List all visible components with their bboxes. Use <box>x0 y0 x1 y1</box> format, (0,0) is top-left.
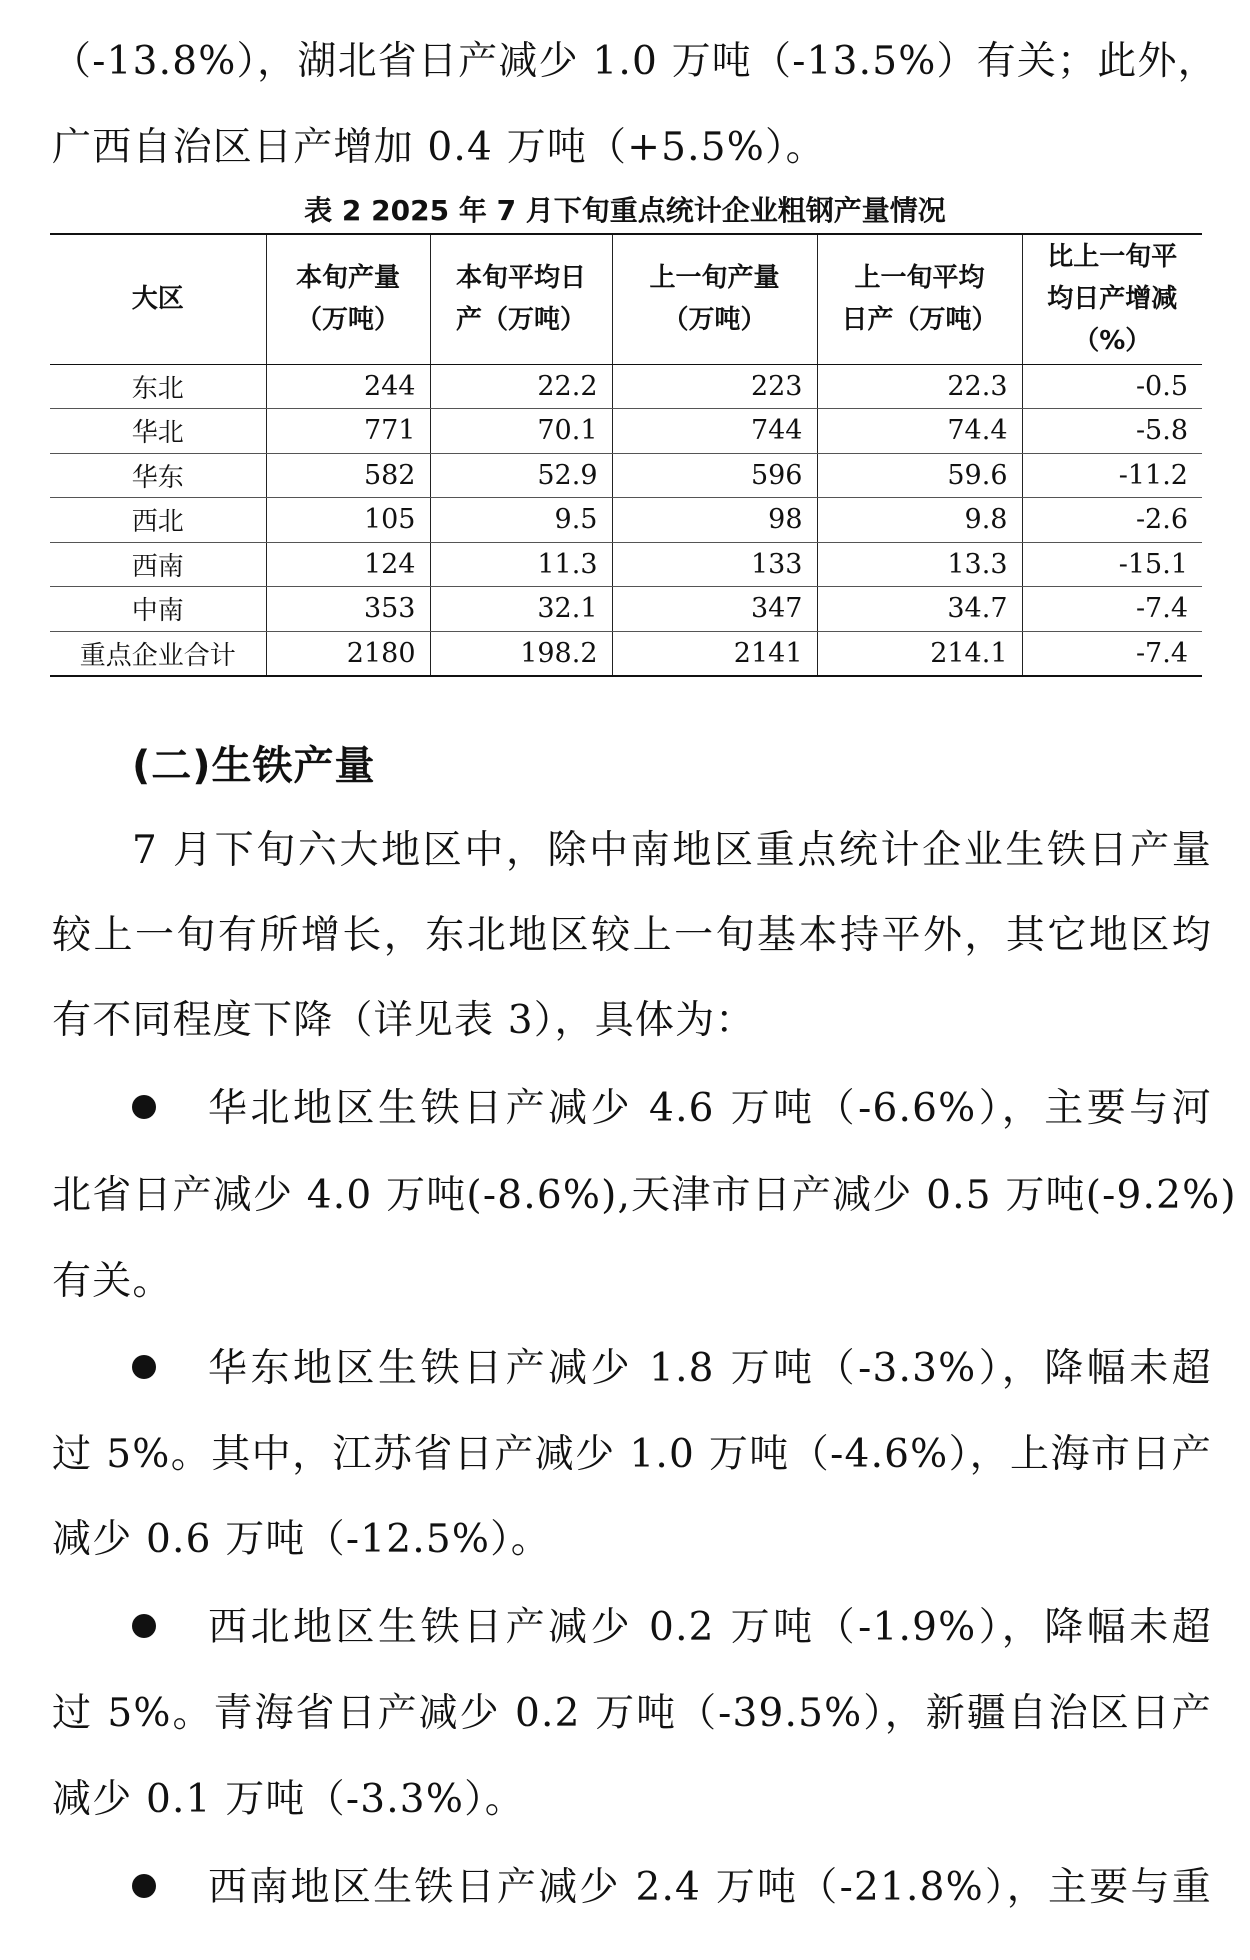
cell-current-daily-avg: 198.2 <box>430 631 612 676</box>
cell-region: 西北 <box>50 498 266 543</box>
bullet-continuation: 过 5%。青海省日产减少 0.2 万吨（-39.5%），新疆自治区日产 <box>52 1691 1212 1736</box>
cell-region: 华北 <box>50 409 266 454</box>
bullet-continuation: 减少 0.6 万吨（-12.5%）。 <box>52 1517 551 1562</box>
cell-current-output: 582 <box>266 453 430 498</box>
cell-region: 东北 <box>50 364 266 409</box>
intro-line-2: 广西自治区日产增加 0.4 万吨（+5.5%）。 <box>52 125 826 170</box>
bullet-item <box>132 1083 1212 1135</box>
cell-change-percent: -15.1 <box>1022 542 1202 587</box>
cell-current-daily-avg: 52.9 <box>430 453 612 498</box>
paragraph-line-2: 较上一旬有所增长，东北地区较上一旬基本持平外，其它地区均 <box>52 913 1212 958</box>
cell-previous-daily-avg: 214.1 <box>817 631 1022 676</box>
bullet-text: 西北地区生铁日产减少 0.2 万吨（-1.9%），降幅未超 <box>208 1605 1212 1650</box>
bullet-dot-icon <box>132 1355 156 1379</box>
cell-current-daily-avg: 22.2 <box>430 364 612 409</box>
bullet-continuation: 有关。 <box>52 1259 173 1304</box>
paragraph-line-1: 7 月下旬六大地区中，除中南地区重点统计企业生铁日产量 <box>132 828 1212 873</box>
cell-previous-daily-avg: 74.4 <box>817 409 1022 454</box>
cell-previous-output: 98 <box>612 498 817 543</box>
cell-previous-output: 133 <box>612 542 817 587</box>
bullet-dot-icon <box>132 1874 156 1898</box>
bullet-text: 华东地区生铁日产减少 1.8 万吨（-3.3%），降幅未超 <box>208 1346 1212 1391</box>
table-row <box>50 364 1202 409</box>
table-row <box>50 453 1202 498</box>
header-current-output: 本旬产量 （万吨） <box>266 234 430 364</box>
cell-previous-daily-avg: 13.3 <box>817 542 1022 587</box>
header-region: 大区 <box>50 234 266 364</box>
cell-region: 中南 <box>50 587 266 632</box>
cell-current-daily-avg: 11.3 <box>430 542 612 587</box>
bullet-item <box>132 1862 1212 1914</box>
cell-current-daily-avg: 70.1 <box>430 409 612 454</box>
bullet-dot-icon <box>132 1614 156 1638</box>
cell-previous-output: 347 <box>612 587 817 632</box>
section-heading: (二)生铁产量 <box>132 743 376 789</box>
cell-change-percent: -2.6 <box>1022 498 1202 543</box>
cell-current-output: 353 <box>266 587 430 632</box>
cell-change-percent: -5.8 <box>1022 409 1202 454</box>
cell-current-output: 105 <box>266 498 430 543</box>
cell-previous-output: 744 <box>612 409 817 454</box>
cell-previous-daily-avg: 34.7 <box>817 587 1022 632</box>
table-header-row <box>50 234 1202 364</box>
cell-previous-output: 596 <box>612 453 817 498</box>
steel-output-table <box>50 233 1202 677</box>
cell-change-percent: -7.4 <box>1022 631 1202 676</box>
table-row <box>50 587 1202 632</box>
table-caption: 表 2 2025 年 7 月下旬重点统计企业粗钢产量情况 <box>304 194 946 227</box>
bullet-item <box>132 1602 1212 1654</box>
intro-line-1: （-13.8%），湖北省日产减少 1.0 万吨（-13.5%）有关；此外， <box>52 39 1218 84</box>
header-previous-daily-avg: 上一旬平均 日产（万吨） <box>817 234 1022 364</box>
bullet-continuation: 过 5%。其中，江苏省日产减少 1.0 万吨（-4.6%），上海市日产 <box>52 1432 1212 1477</box>
cell-current-output: 244 <box>266 364 430 409</box>
cell-region: 西南 <box>50 542 266 587</box>
cell-change-percent: -7.4 <box>1022 587 1202 632</box>
cell-previous-daily-avg: 9.8 <box>817 498 1022 543</box>
header-current-daily-avg: 本旬平均日 产（万吨） <box>430 234 612 364</box>
cell-change-percent: -11.2 <box>1022 453 1202 498</box>
cell-current-daily-avg: 9.5 <box>430 498 612 543</box>
bullet-continuation: 减少 0.1 万吨（-3.3%）。 <box>52 1777 525 1822</box>
header-previous-output: 上一旬产量 （万吨） <box>612 234 817 364</box>
bullet-dot-icon <box>132 1095 156 1119</box>
cell-current-output: 771 <box>266 409 430 454</box>
cell-previous-output: 2141 <box>612 631 817 676</box>
cell-change-percent: -0.5 <box>1022 364 1202 409</box>
cell-current-output: 2180 <box>266 631 430 676</box>
cell-current-output: 124 <box>266 542 430 587</box>
cell-previous-output: 223 <box>612 364 817 409</box>
cell-previous-daily-avg: 59.6 <box>817 453 1022 498</box>
table-row <box>50 542 1202 587</box>
table-row <box>50 409 1202 454</box>
header-change-percent: 比上一旬平 均日产增减 （%） <box>1022 234 1202 364</box>
bullet-text: 西南地区生铁日产减少 2.4 万吨（-21.8%），主要与重 <box>208 1865 1212 1910</box>
cell-current-daily-avg: 32.1 <box>430 587 612 632</box>
bullet-continuation: 北省日产减少 4.0 万吨(-8.6%),天津市日产减少 0.5 万吨(-9.2%) <box>52 1173 1237 1218</box>
table-total-row <box>50 631 1202 676</box>
cell-region: 重点企业合计 <box>50 631 266 676</box>
table-row <box>50 498 1202 543</box>
bullet-item <box>132 1343 1212 1395</box>
paragraph-line-3: 有不同程度下降（详见表 3），具体为： <box>52 998 756 1043</box>
cell-previous-daily-avg: 22.3 <box>817 364 1022 409</box>
bullet-text: 华北地区生铁日产减少 4.6 万吨（-6.6%），主要与河 <box>208 1086 1212 1131</box>
cell-region: 华东 <box>50 453 266 498</box>
